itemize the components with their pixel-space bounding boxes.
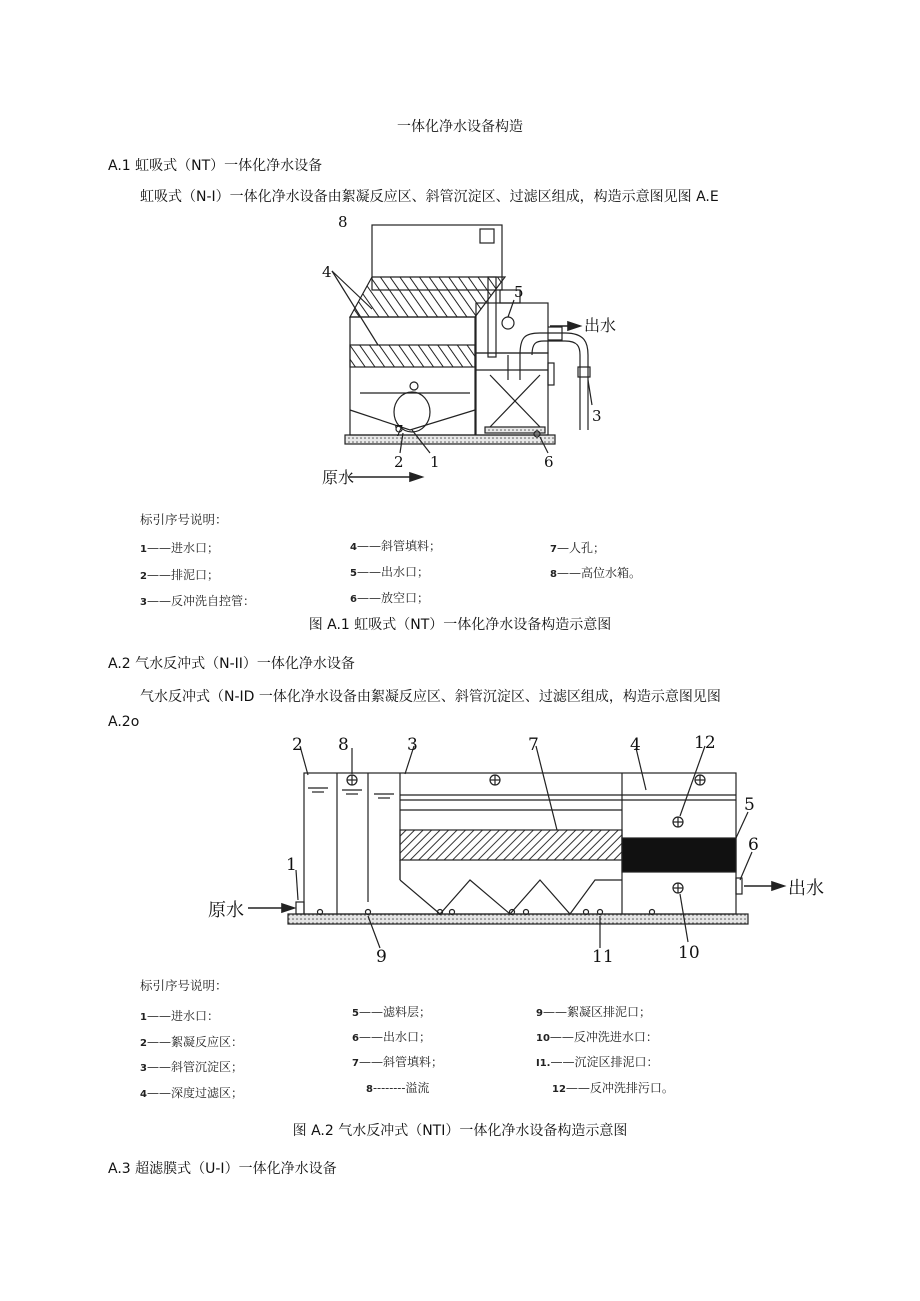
figure-a1-caption: 图 A.1 虹吸式（NT）一体化净水设备构造示意图 [308,617,612,633]
legend2-item: 2——絮凝反应区： [140,1035,243,1049]
fig1-label-6: 6 [544,453,554,471]
legend2-item: 10——反冲洗进水口： [536,1030,658,1044]
section2-heading: A.2 气水反冲式（N-II）一体化净水设备 [108,656,355,672]
figure-a2-caption: 图 A.2 气水反冲式（NTI）一体化净水设备构造示意图 [292,1123,628,1139]
figure-a1-diagram [300,205,630,495]
fig1-label-7: 7 [394,422,404,440]
legend2-item: 8--------溢流 [366,1081,430,1095]
legend2-item: 1——进水口： [140,1009,219,1023]
legend2-item: 6——出水口； [352,1030,431,1044]
section2-paragraph-line2: A.2o [108,714,140,730]
legend1-item: 1——进水口； [140,541,219,555]
figure-a2-diagram [200,730,830,970]
fig2-outlet-label: 出水 [788,878,824,899]
fig2-inlet-label: 原水 [208,900,244,921]
legend1-item: 7—人孔； [550,541,605,555]
legend1-item: 5——出水口； [350,565,429,579]
legend1-item: 3——反冲洗自控管： [140,594,255,608]
fig2-label-11: 11 [592,947,614,967]
legend2-item: 12——反冲洗排污口。 [552,1081,674,1095]
fig2-label-8: 8 [338,735,349,755]
fig2-label-7: 7 [528,735,539,755]
section1-heading: A.1 虹吸式（NT）一体化净水设备 [108,158,323,174]
legend2-item: 9——絮凝区排泥口； [536,1005,651,1019]
fig2-label-2: 2 [292,735,303,755]
legend2-item: I1.——沉淀区排泥口： [536,1055,659,1069]
fig1-outlet-label: 出水 [584,316,617,335]
fig2-label-5: 5 [744,795,755,815]
legend1-title: 标引序号说明： [140,512,228,527]
legend1-item: 2——排泥口； [140,568,219,582]
section1-paragraph: 虹吸式（N-I）一体化净水设备由絮凝反应区、斜管沉淀区、过滤区组成，构造示意图见图 A.E [140,189,719,205]
legend2-item: 3——斜管沉淀区； [140,1060,243,1074]
legend2-item: 5——滤料层； [352,1005,431,1019]
fig2-label-3: 3 [407,735,418,755]
fig1-label-8: 8 [338,213,348,231]
legend1-item: 4——斜管填料； [350,539,441,553]
fig2-label-6: 6 [748,835,759,855]
fig1-label-3: 3 [592,407,602,425]
fig1-label-5: 5 [514,283,524,301]
legend1-item: 6——放空口； [350,591,429,605]
legend2-item: 7——斜管填料； [352,1055,443,1069]
fig1-label-2: 2 [394,453,404,471]
fig2-label-10: 10 [678,943,700,963]
legend1-item: 8——高位水箱。 [550,566,641,580]
legend2-title: 标引序号说明： [140,978,228,993]
page-title: 一体化净水设备构造 [397,119,523,135]
section2-paragraph-line1: 气水反冲式（N-ID 一体化净水设备由絮凝反应区、斜管沉淀区、过滤区组成，构造示意图见图 [140,689,721,705]
fig2-label-4: 4 [630,735,641,755]
section3-heading: A.3 超滤膜式（U-I）一体化净水设备 [108,1161,337,1177]
fig2-label-12: 12 [694,733,716,753]
legend2-item: 4——深度过滤区； [140,1086,243,1100]
fig2-label-1: 1 [286,855,297,875]
fig1-label-4: 4 [322,263,332,281]
fig1-inlet-label: 原水 [322,468,355,487]
fig2-label-9: 9 [376,947,387,967]
fig1-label-1: 1 [430,453,440,471]
